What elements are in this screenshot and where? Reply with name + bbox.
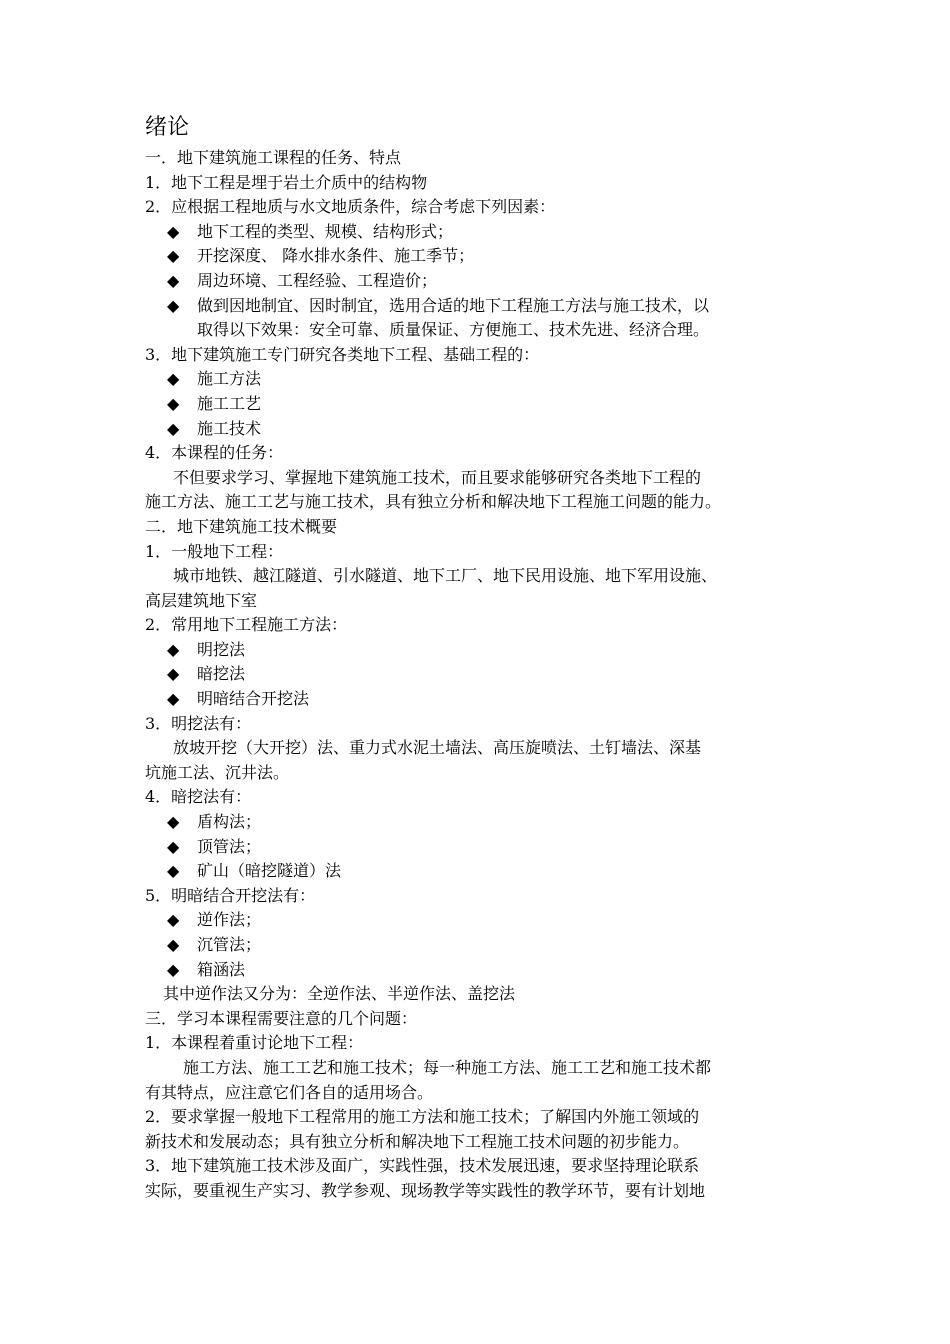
- paragraph: 4．暗挖法有：: [145, 787, 252, 807]
- list-item: ◆ 暗挖法: [145, 662, 810, 687]
- diamond-bullet-icon: ◆: [167, 295, 180, 315]
- list-item: ◆ 沉管法；: [145, 933, 810, 958]
- diamond-bullet-icon: ◆: [167, 393, 180, 413]
- list-item: ◆ 施工技术: [145, 417, 810, 442]
- page-title: 绪论: [145, 115, 190, 140]
- paragraph: 3．明挖法有：: [145, 713, 252, 733]
- diamond-bullet-icon: ◆: [167, 861, 180, 881]
- diamond-bullet-icon: ◆: [167, 812, 180, 832]
- paragraph: 3．地下建筑施工专门研究各类地下工程、基础工程的：: [145, 344, 540, 364]
- list-item: ◆ 开挖深度、 降水排水条件、施工季节；: [145, 244, 810, 269]
- paragraph-text: 施工方法、施工工艺与施工技术，具有独立分析和解决地下工程施工问题的能力。: [145, 492, 722, 512]
- paragraph: 1．地下工程是埋于岩土介质中的结构物: [145, 172, 428, 192]
- paragraph-text: 放坡开挖（大开挖）法、重力式水泥土墙法、高压旋喷法、土钉墙法、深基: [173, 738, 702, 758]
- section-heading: 一．地下建筑施工课程的任务、特点: [145, 148, 402, 167]
- list-item: ◆ 做到因地制宜、因时制宜，选用合适的地下工程施工方法与施工技术，以: [145, 294, 810, 319]
- paragraph: 5．明暗结合开挖法有：: [145, 885, 316, 905]
- diamond-bullet-icon: ◆: [167, 369, 180, 389]
- list-item: ◆ 箱涵法: [145, 958, 810, 983]
- list-item: ◆ 周边环境、工程经验、工程造价；: [145, 269, 810, 294]
- paragraph: 4．本课程的任务：: [145, 443, 284, 463]
- section-heading: 三．学习本课程需要注意的几个问题：: [145, 1008, 418, 1028]
- note-text: 其中逆作法又分为：全逆作法、半逆作法、盖挖法: [163, 984, 516, 1004]
- list-item: ◆ 施工方法: [145, 367, 810, 392]
- list-item: ◆ 盾构法；: [145, 810, 810, 835]
- paragraph-text: 3．地下建筑施工技术涉及面广，实践性强，技术发展迅速，要求坚持理论联系: [145, 1156, 700, 1176]
- paragraph-text: 坑施工法、沉井法。: [145, 762, 290, 782]
- diamond-bullet-icon: ◆: [167, 910, 180, 930]
- list-item: ◆ 逆作法；: [145, 908, 810, 933]
- list-item: ◆ 明暗结合开挖法: [145, 687, 810, 712]
- list-item: ◆ 矿山（暗挖隧道）法: [145, 859, 810, 884]
- document-body: [145, 114, 810, 1204]
- list-item: ◆ 明挖法: [145, 638, 810, 663]
- section-heading: 二．地下建筑施工技术概要: [145, 516, 338, 536]
- paragraph-text: 实际，要重视生产实习、教学参观、现场教学等实践性的教学环节，要有计划地: [145, 1180, 706, 1200]
- diamond-bullet-icon: ◆: [167, 959, 180, 979]
- diamond-bullet-icon: ◆: [167, 639, 180, 659]
- paragraph: 1．本课程着重讨论地下工程：: [145, 1033, 364, 1053]
- diamond-bullet-icon: ◆: [167, 418, 180, 438]
- paragraph: 1．一般地下工程：: [145, 541, 284, 561]
- diamond-bullet-icon: ◆: [167, 689, 180, 709]
- paragraph-text: 有其特点，应注意它们各自的适用场合。: [145, 1082, 434, 1102]
- diamond-bullet-icon: ◆: [167, 836, 180, 856]
- diamond-bullet-icon: ◆: [167, 221, 180, 241]
- list-item-continuation: 取得以下效果：安全可靠、质量保证、方便施工、技术先进、经济合理。: [197, 320, 710, 340]
- paragraph-text: 施工方法、施工工艺和施工技术；每一种施工方法、施工工艺和施工技术都: [183, 1057, 712, 1077]
- diamond-bullet-icon: ◆: [167, 664, 180, 684]
- paragraph-text: 新技术和发展动态；具有独立分析和解决地下工程施工技术问题的初步能力。: [145, 1131, 690, 1151]
- diamond-bullet-icon: ◆: [167, 270, 180, 290]
- paragraph: 2．常用地下工程施工方法：: [145, 615, 348, 635]
- paragraph-text: 城市地铁、越江隧道、引水隧道、地下工厂、地下民用设施、地下军用设施、: [173, 566, 718, 586]
- paragraph-text: 2．要求掌握一般地下工程常用的施工方法和施工技术；了解国内外施工领域的: [145, 1107, 700, 1127]
- diamond-bullet-icon: ◆: [167, 935, 180, 954]
- paragraph-text: 不但要求学习、掌握地下建筑施工技术，而且要求能够研究各类地下工程的: [173, 467, 702, 487]
- list-item: ◆ 顶管法；: [145, 835, 810, 860]
- list-item: ◆ 施工工艺: [145, 392, 810, 417]
- paragraph-text: 高层建筑地下室: [145, 590, 258, 610]
- paragraph: 2．应根据工程地质与水文地质条件，综合考虑下列因素：: [145, 197, 556, 217]
- list-item: ◆ 地下工程的类型、规模、结构形式；: [145, 220, 810, 245]
- diamond-bullet-icon: ◆: [167, 246, 180, 266]
